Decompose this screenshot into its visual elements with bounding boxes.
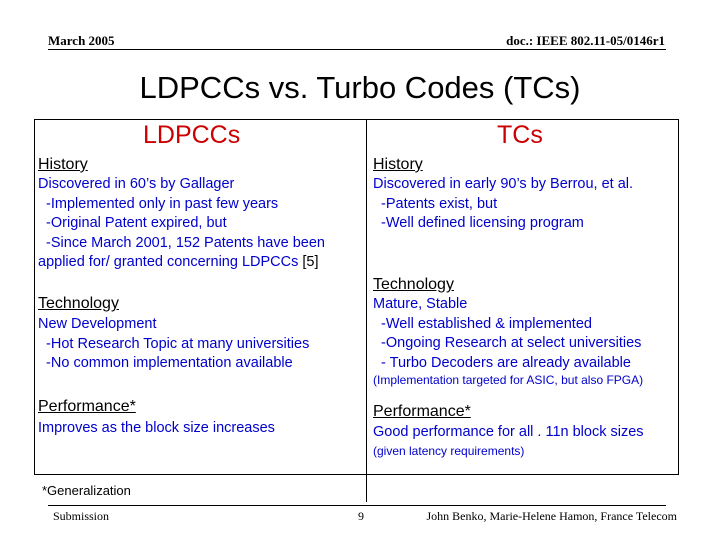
right-heading: TCs [497,121,543,149]
left-performance-text: Improves as the block size increases [38,420,275,436]
right-technology-line: - Turbo Decoders are already available [373,354,631,371]
left-performance-label: Performance* [38,398,136,415]
left-technology-text [38,315,309,374]
right-performance-note: (given latency requirements) [373,444,525,458]
left-technology-line: New Development [38,316,157,332]
footer-authors: John Benko, Marie-Helene Hamon, France Telecom [426,509,677,523]
right-technology-line: Mature, Stable [373,296,468,312]
generalization-note: *Generalization [42,483,131,498]
right-history-line: -Patents exist, but [373,195,498,212]
right-technology-line: -Well established & implemented [373,315,592,332]
right-history-text [373,175,633,234]
reference-number: [5] [302,254,319,270]
left-technology-line: -No common implementation available [38,355,293,371]
footer-rule [48,505,666,506]
slide-title: LDPCCs vs. Turbo Codes (TCs) [139,70,581,105]
right-history-line: -Well defined licensing program [373,215,584,231]
page-number: 9 [358,509,364,523]
left-history-line: Discovered in 60’s by Gallager [38,176,235,192]
header-doc-id: doc.: IEEE 802.11-05/0146r1 [506,33,665,48]
left-history-line: applied for/ granted concerning LDPCCs [38,254,299,270]
right-technology-note: (Implementation targeted for ASIC, but also FPGA) [373,373,644,387]
header-date: March 2005 [48,33,115,48]
footer-submission: Submission [53,509,110,523]
header-rule [48,49,666,50]
right-performance-text: Good performance for all . 11n block sizes [373,424,644,440]
right-technology-text [373,295,641,373]
left-technology-label: Technology [38,295,119,312]
left-history-line: -Since March 2001, 152 Patents have been [38,234,325,251]
left-history-line: -Original Patent expired, but [38,215,227,231]
right-history-line: Discovered in early 90’s by Berrou, et al. [373,176,634,192]
left-heading: LDPCCs [143,121,241,149]
right-technology-line: -Ongoing Research at select universities [373,335,642,351]
left-history-label: History [38,156,88,173]
left-history-line: -Implemented only in past few years [38,195,279,212]
right-performance-label: Performance* [373,403,471,420]
column-divider [366,119,367,502]
right-history-label: History [373,156,423,173]
right-technology-label: Technology [373,276,454,293]
left-history-text [38,175,325,273]
left-technology-line: -Hot Research Topic at many universities [38,335,310,352]
